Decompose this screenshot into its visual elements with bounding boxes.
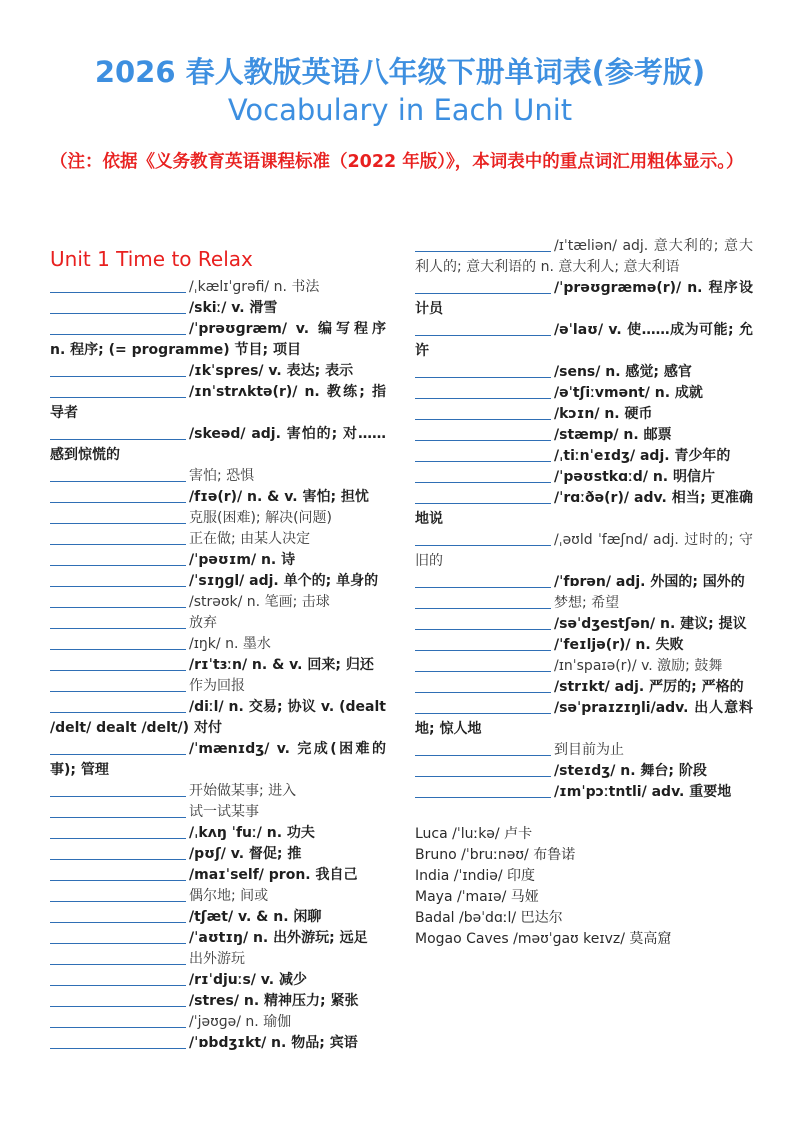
fill-in-blank <box>415 740 551 756</box>
fill-in-blank <box>50 613 186 629</box>
fill-in-blank <box>415 404 551 420</box>
fill-in-blank <box>50 1033 186 1049</box>
vocab-definition: /pʊʃ/ v. 督促; 推 <box>189 846 302 862</box>
fill-in-blank <box>50 949 186 965</box>
fill-in-blank <box>50 865 186 881</box>
vocab-entry <box>50 508 386 529</box>
vocab-entry <box>415 383 753 404</box>
vocab-definition: /ˈprəʊɡræm/ v. 编写程序 n. 程序; (= programme) 节目; 项目 <box>50 321 386 358</box>
vocab-entry <box>415 278 753 320</box>
vocab-entry <box>415 614 753 635</box>
fill-in-blank <box>50 508 186 524</box>
vocab-entry <box>50 781 386 802</box>
fill-in-blank <box>415 236 551 252</box>
proper-name: India /ˈɪndiə/ 印度 <box>415 868 536 884</box>
vocab-entry <box>50 550 386 571</box>
vocab-definition: /stæmp/ n. 邮票 <box>554 427 672 443</box>
vocab-definition: /rɪˈdjuːs/ v. 减少 <box>189 972 307 988</box>
vocab-definition: 出外游玩 <box>189 951 245 967</box>
fill-in-blank <box>50 886 186 902</box>
vocab-entry <box>415 635 753 656</box>
fill-in-blank <box>50 823 186 839</box>
fill-in-blank <box>50 802 186 818</box>
proper-name: Maya /ˈmaɪə/ 马娅 <box>415 889 539 905</box>
vocab-definition: 放弃 <box>189 615 217 631</box>
fill-in-blank <box>50 424 186 440</box>
right-vocab-list <box>415 236 753 803</box>
vocab-entry <box>415 782 753 803</box>
proper-name: Mogao Caves /məʊˈɡaʊ keɪvz/ 莫高窟 <box>415 931 672 947</box>
fill-in-blank <box>50 277 186 293</box>
vocab-definition: /fɪə(r)/ n. & v. 害怕; 担忧 <box>189 489 369 505</box>
vocab-entry <box>415 467 753 488</box>
vocab-definition: 正在做; 由某人决定 <box>189 531 311 547</box>
fill-in-blank <box>50 991 186 1007</box>
vocab-definition: /steɪdʒ/ n. 舞台; 阶段 <box>554 763 707 779</box>
fill-in-blank <box>415 446 551 462</box>
fill-in-blank <box>415 656 551 672</box>
fill-in-blank <box>50 781 186 797</box>
vocab-entry <box>415 236 753 278</box>
vocab-definition: /ɪŋk/ n. 墨水 <box>189 636 271 652</box>
vocab-entry <box>415 698 753 740</box>
vocab-definition: 克服(困难); 解决(问题) <box>189 510 333 526</box>
proper-name: Luca /ˈluːkə/ 卢卡 <box>415 826 533 842</box>
vocab-definition: /ˈpəʊstkɑːd/ n. 明信片 <box>554 469 715 485</box>
fill-in-blank <box>50 382 186 398</box>
fill-in-blank <box>50 844 186 860</box>
vocab-entry <box>415 404 753 425</box>
vocab-entry <box>50 739 386 781</box>
vocab-definition: /ˌkælɪˈɡrəfi/ n. 书法 <box>189 279 320 295</box>
vocab-definition: /stres/ n. 精神压力; 紧张 <box>189 993 359 1009</box>
vocab-entry <box>50 949 386 970</box>
right-column <box>415 236 753 950</box>
vocab-entry <box>50 697 386 739</box>
vocab-entry <box>415 656 753 677</box>
vocab-definition: /səˈdʒestʃən/ n. 建议; 提议 <box>554 616 747 632</box>
vocab-definition: /tʃæt/ v. & n. 闲聊 <box>189 909 322 925</box>
vocab-definition: /ˈprəʊɡræmə(r)/ n. 程序设计员 <box>415 280 753 317</box>
fill-in-blank <box>50 550 186 566</box>
fill-in-blank <box>415 530 551 546</box>
proper-name: Badal /bəˈdɑːl/ 巴达尔 <box>415 910 563 926</box>
note-text: （注：依据《义务教育英语课程标准（2022 年版）》，本词表中的重点词汇用粗体显示。） <box>50 152 744 172</box>
vocab-entry <box>50 823 386 844</box>
vocab-entry <box>415 530 753 572</box>
vocab-entry <box>50 466 386 487</box>
fill-in-blank <box>415 425 551 441</box>
vocab-definition: /strɪkt/ adj. 严厉的; 严格的 <box>554 679 744 695</box>
vocab-definition: 到目前为止 <box>554 742 624 758</box>
vocab-definition: /ˈjəʊɡə/ n. 瑜伽 <box>189 1014 292 1030</box>
vocab-entry <box>50 571 386 592</box>
vocab-definition: /ɪnˈstrʌktə(r)/ n. 教练; 指导者 <box>50 384 386 421</box>
vocab-entry <box>415 425 753 446</box>
vocab-entry <box>50 277 386 298</box>
fill-in-blank <box>50 655 186 671</box>
vocab-entry <box>415 572 753 593</box>
vocab-definition: 试一试某事 <box>189 804 259 820</box>
vocab-entry <box>50 907 386 928</box>
fill-in-blank <box>50 970 186 986</box>
proper-names-list <box>415 824 753 950</box>
vocab-entry <box>50 382 386 424</box>
vocab-definition: /ɪkˈspres/ v. 表达; 表示 <box>189 363 354 379</box>
vocab-definition: 偶尔地; 间或 <box>189 888 269 904</box>
fill-in-blank <box>415 677 551 693</box>
vocab-definition: /kɔɪn/ n. 硬币 <box>554 406 653 422</box>
vocab-definition: /əˈtʃiːvmənt/ n. 成就 <box>554 385 703 401</box>
vocab-definition: /əˈlaʊ/ v. 使……成为可能; 允许 <box>415 322 753 359</box>
fill-in-blank <box>50 676 186 692</box>
vocab-entry <box>415 593 753 614</box>
fill-in-blank <box>50 697 186 713</box>
vocab-entry <box>415 677 753 698</box>
page-subtitle: Vocabulary in Each Unit <box>227 93 573 127</box>
fill-in-blank <box>415 761 551 777</box>
fill-in-blank <box>415 614 551 630</box>
vocab-entry <box>50 1012 386 1033</box>
proper-name: Bruno /ˈbruːnəʊ/ 布鲁诺 <box>415 847 576 863</box>
fill-in-blank <box>50 361 186 377</box>
vocab-definition: /ɪnˈspaɪə(r)/ v. 激励; 鼓舞 <box>554 658 723 674</box>
vocab-definition: /ˈfeɪljə(r)/ n. 失败 <box>554 637 684 653</box>
vocab-entry <box>50 634 386 655</box>
vocab-entry <box>415 740 753 761</box>
left-vocab-list <box>50 277 386 1054</box>
fill-in-blank <box>415 593 551 609</box>
fill-in-blank <box>50 487 186 503</box>
left-column <box>50 244 386 1054</box>
vocab-entry <box>415 320 753 362</box>
fill-in-blank <box>50 466 186 482</box>
fill-in-blank <box>415 467 551 483</box>
vocab-definition: 作为回报 <box>189 678 245 694</box>
fill-in-blank <box>415 320 551 336</box>
vocab-entry <box>50 991 386 1012</box>
vocab-definition: /skeəd/ adj. 害怕的; 对……感到惊慌的 <box>50 426 386 463</box>
fill-in-blank <box>50 592 186 608</box>
vocab-definition: /skiː/ v. 滑雪 <box>189 300 278 316</box>
fill-in-blank <box>415 698 551 714</box>
vocab-definition: /ɪˈtæliən/ adj. 意大利的; 意大利人的; 意大利语的 n. 意大利人; 意大利语 <box>415 238 753 275</box>
page-title: 2026 春人教版英语八年级下册单词表(参考版) <box>94 55 706 89</box>
vocab-entry <box>50 865 386 886</box>
fill-in-blank <box>415 488 551 504</box>
vocab-definition: /ˈaʊtɪŋ/ n. 出外游玩; 远足 <box>189 930 368 946</box>
vocab-entry <box>50 844 386 865</box>
vocab-definition: /rɪˈtɜːn/ n. & v. 回来; 归还 <box>189 657 374 673</box>
fill-in-blank <box>50 319 186 335</box>
vocab-entry <box>50 298 386 319</box>
vocab-entry <box>415 761 753 782</box>
unit-title: Unit 1 Time to Relax <box>50 247 253 271</box>
vocab-definition: /ˈmænɪdʒ/ v. 完成(困难的事); 管理 <box>50 741 386 778</box>
vocab-entry <box>50 424 386 466</box>
vocab-entry <box>50 802 386 823</box>
vocab-definition: /maɪˈself/ pron. 我自己 <box>189 867 358 883</box>
vocab-entry <box>50 592 386 613</box>
vocab-entry <box>50 928 386 949</box>
vocab-entry <box>50 1033 386 1054</box>
fill-in-blank <box>50 928 186 944</box>
vocab-definition: /diːl/ n. 交易; 协议 v. (dealt /delt/ dealt /delt/) 对付 <box>50 699 386 736</box>
vocab-definition: 开始做某事; 进入 <box>189 783 297 799</box>
fill-in-blank <box>50 634 186 650</box>
vocab-entry <box>50 529 386 550</box>
vocab-entry <box>50 613 386 634</box>
fill-in-blank <box>50 529 186 545</box>
vocab-definition: /ˈrɑːðə(r)/ adv. 相当; 更准确地说 <box>415 490 753 527</box>
vocab-definition: /strəʊk/ n. 笔画; 击球 <box>189 594 330 610</box>
vocab-definition: 梦想; 希望 <box>554 595 620 611</box>
vocab-entry <box>50 319 386 361</box>
fill-in-blank <box>50 298 186 314</box>
vocab-entry <box>50 487 386 508</box>
vocab-definition: /ˌkʌŋ ˈfuː/ n. 功夫 <box>189 825 315 841</box>
vocab-entry <box>50 676 386 697</box>
vocab-definition: 害怕; 恐惧 <box>189 468 255 484</box>
vocab-definition: /ɪmˈpɔːtntli/ adv. 重要地 <box>554 784 732 800</box>
vocab-definition: /ˈsɪŋɡl/ adj. 单个的; 单身的 <box>189 573 379 589</box>
vocab-entry <box>50 655 386 676</box>
vocab-definition: /ˌəʊld ˈfæʃnd/ adj. 过时的; 守旧的 <box>415 532 753 569</box>
fill-in-blank <box>415 782 551 798</box>
vocab-entry <box>50 361 386 382</box>
vocab-definition: /ˈpəʊɪm/ n. 诗 <box>189 552 296 568</box>
fill-in-blank <box>415 362 551 378</box>
fill-in-blank <box>50 571 186 587</box>
vocab-entry <box>415 362 753 383</box>
vocab-entry <box>50 970 386 991</box>
vocab-entry <box>415 488 753 530</box>
fill-in-blank <box>50 1012 186 1028</box>
vocab-definition: /ˈfɒrən/ adj. 外国的; 国外的 <box>554 574 745 590</box>
fill-in-blank <box>415 572 551 588</box>
fill-in-blank <box>415 278 551 294</box>
vocab-definition: /ˌtiːnˈeɪdʒ/ adj. 青少年的 <box>554 448 731 464</box>
vocab-definition: /səˈpraɪzɪŋli/adv. 出人意料地; 惊人地 <box>415 700 753 737</box>
fill-in-blank <box>50 907 186 923</box>
fill-in-blank <box>50 739 186 755</box>
vocab-definition: /sens/ n. 感觉; 感官 <box>554 364 692 380</box>
vocab-entry <box>50 886 386 907</box>
fill-in-blank <box>415 635 551 651</box>
fill-in-blank <box>415 383 551 399</box>
vocab-entry <box>415 446 753 467</box>
vocab-definition: /ˈɒbdʒɪkt/ n. 物品; 宾语 <box>189 1035 358 1051</box>
